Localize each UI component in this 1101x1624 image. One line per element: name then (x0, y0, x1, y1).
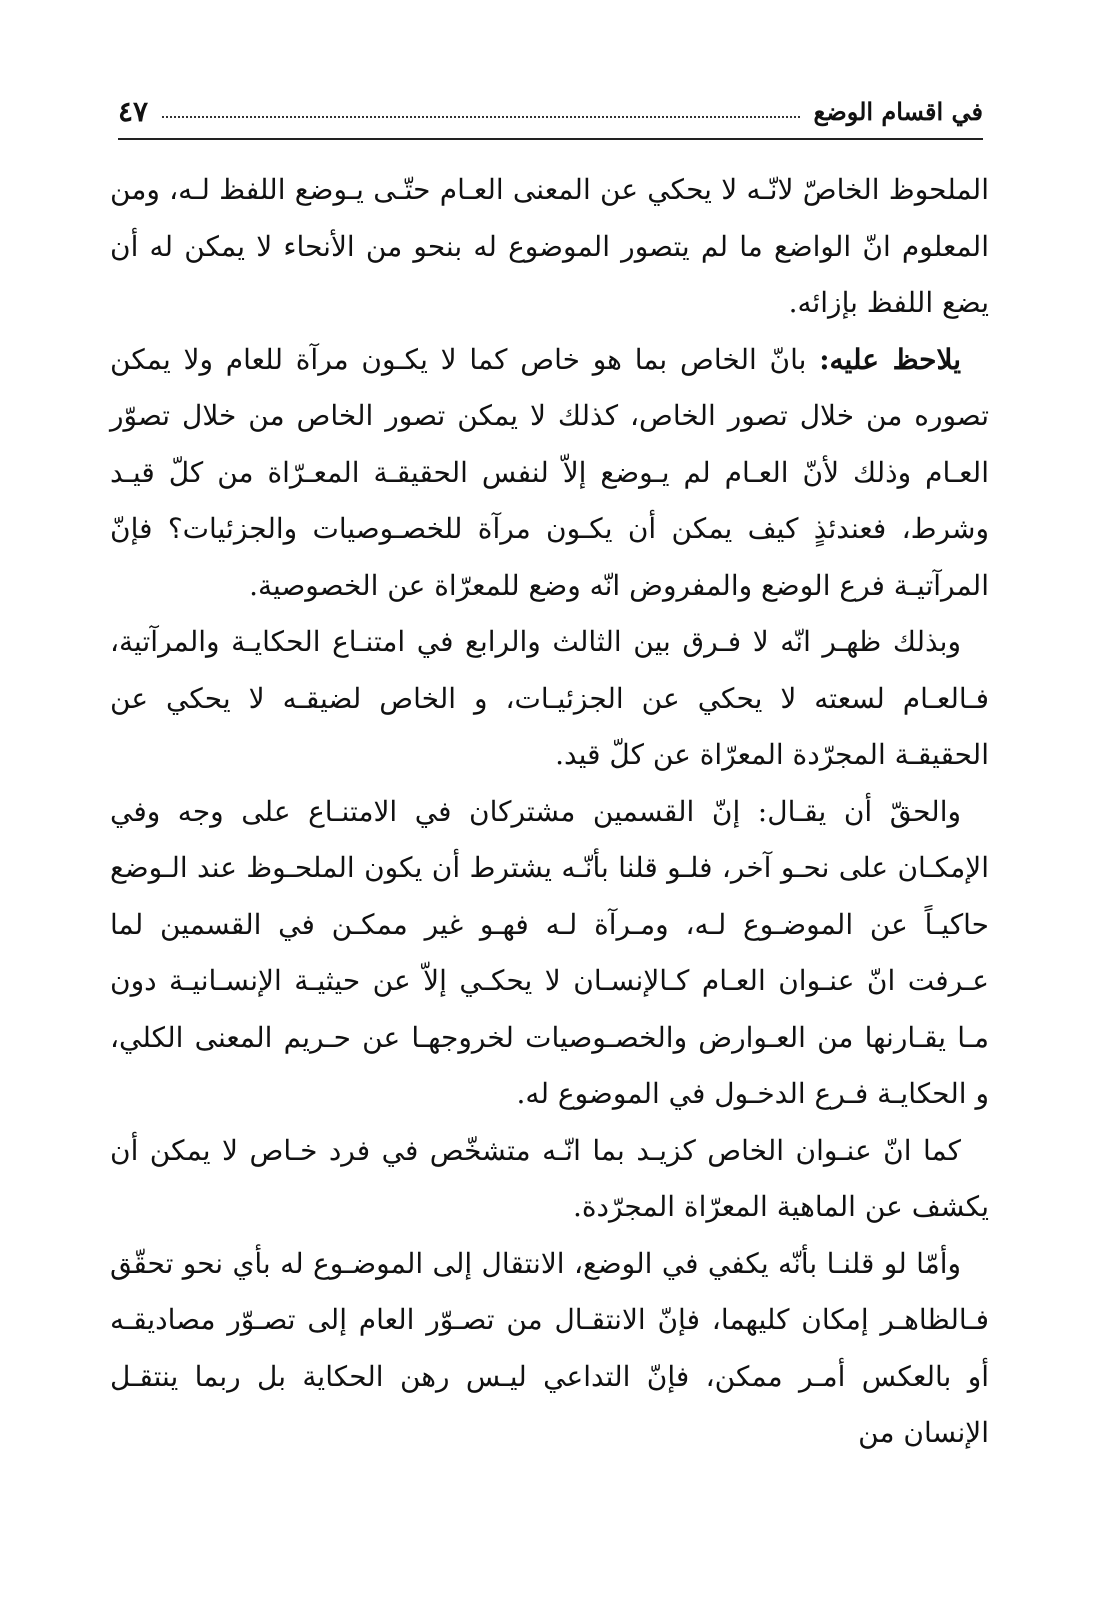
paragraph-text: والحقّ أن يقـال: إنّ القسمين مشتركان في الامتنـاع على وجه وفي الإمكـان على نحـو آخر، فلـو قلنا بأنّـه يشترط أن يكون الملحـوظ عند الـوضع حاكيـاً عن الموضـوع لـه، ومـرآة لـه فهـو غير ممكـن في القسمين لما عـرفت انّ عنـوان العـام كـالإنسـان لا يحكـي إلاّ عن حيثيـة الإنسـانيـة دون مـا يقـارنها من العـوارض والخصـوصيات لخروجهـا عن حـريم المعنى الكلي، و الحكايـة فـرع الدخـول في الموضوع له. (110, 794, 989, 1110)
leader-dots (162, 116, 799, 118)
paragraph-text: بانّ الخاص بما هو خاص كما لا يكـون مرآة للعام ولا يمكن تصوره من خلال تصور الخاص، كذلك لا يمكن تصور الخاص من خلال تصوّر العـام وذلك لأنّ العـام لم يـوضع إلاّ لنفس الحقيقـة المعـرّاة من كلّ قيـد وشرط، فعندئذٍ كيف يمكن أن يكـون مرآة للخصـوصيات والجزئيات؟ فإنّ المرآتيـة فرع الوضع والمفروض انّه وضع للمعرّاة عن الخصوصية. (110, 342, 989, 602)
paragraph (110, 332, 989, 615)
paragraph (110, 162, 989, 332)
running-header (118, 86, 983, 130)
chapter-title: في اقسام الوضع (813, 97, 983, 126)
header-divider (118, 138, 983, 140)
body-text (110, 162, 989, 1462)
page-number: ٤٧ (118, 95, 149, 128)
paragraph (110, 614, 989, 784)
paragraph-text: الملحوظ الخاصّ لانّـه لا يحكي عن المعنى العـام حتّـى يـوضع اللفظ لـه، ومن المعلوم انّ الواضع ما لم يتصور الموضوع له بنحو من الأنحاء لا يمكن له أن يضع اللفظ بإزائه. (110, 173, 989, 319)
paragraph-lead: يلاحظ عليه: (819, 342, 961, 376)
paragraph (110, 1236, 989, 1462)
paragraph-text: كما انّ عنـوان الخاص كزيـد بما انّـه متشخّص في فرد خـاص لا يمكن أن يكشف عن الماهية المعرّاة المجرّدة. (110, 1133, 989, 1223)
paragraph (110, 1123, 989, 1236)
paragraph (110, 784, 989, 1123)
paragraph-text: وأمّا لو قلنـا بأنّه يكفي في الوضع، الانتقال إلى الموضـوع له بأي نحو تحقّق فـالظاهـر إمكان كليهما، فإنّ الانتقـال من تصـوّر العام إلى تصـوّر مصاديقـه أو بالعكس أمـر ممكن، فإنّ التداعي ليـس رهن الحكاية بل ربما ينتقـل الإنسان من (110, 1246, 989, 1449)
paragraph-text: وبذلك ظهـر انّه لا فـرق بين الثالث والرابع في امتنـاع الحكايـة والمرآتية، فـالعـام لسعته لا يحكي عن الجزئيـات، و الخاص لضيقـه لا يحكي عن الحقيقـة المجرّدة المعرّاة عن كلّ قيد. (110, 625, 989, 771)
